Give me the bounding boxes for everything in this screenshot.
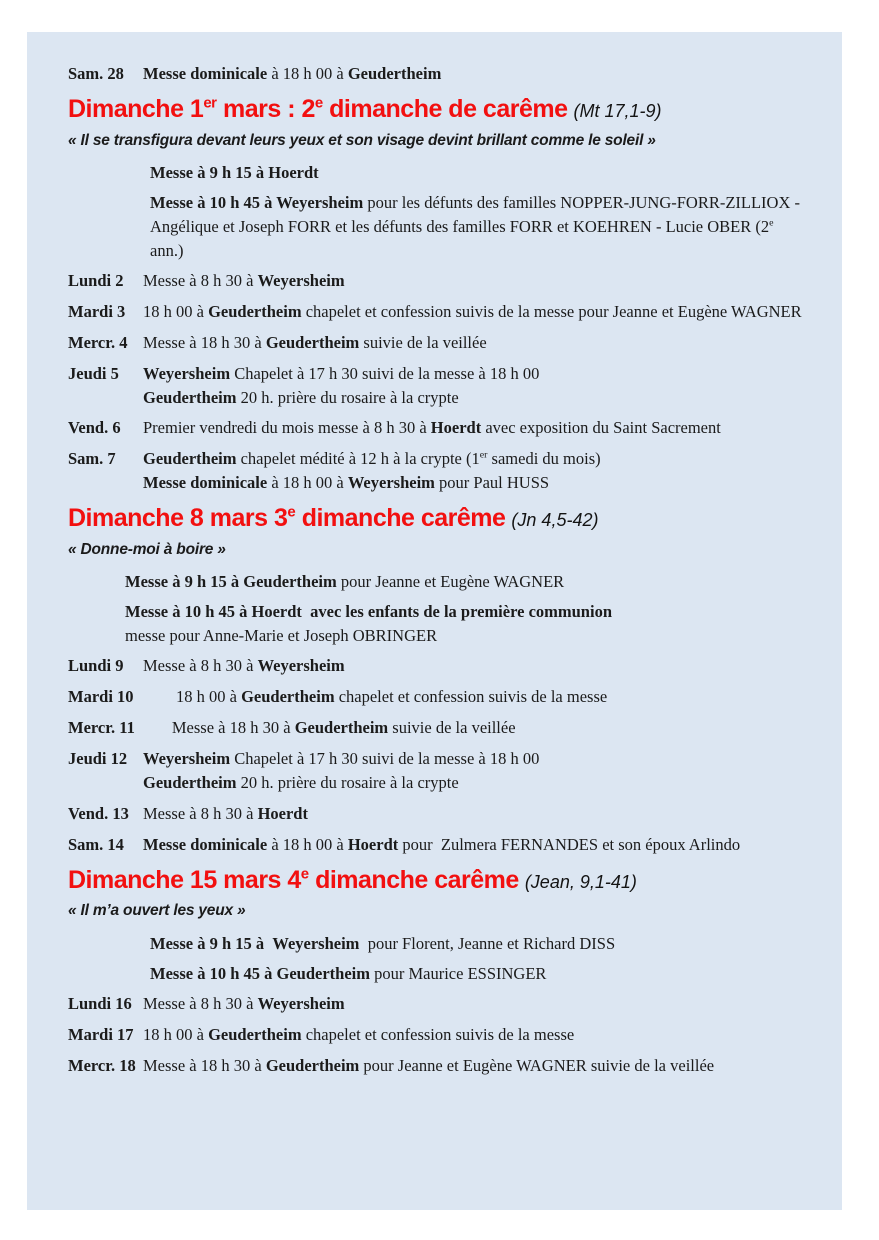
bold-text: Geudertheim — [265, 332, 360, 352]
schedule-line — [143, 62, 808, 86]
schedule-row — [68, 62, 808, 86]
text: pour Paul HUSS — [434, 473, 550, 493]
text: pour Jeanne et Eugène WAGNER — [336, 572, 565, 592]
text: dimanche de carême — [322, 94, 568, 123]
text: Dimanche 8 mars 3 — [68, 504, 288, 533]
schedule-line — [143, 716, 808, 740]
text: à 18 h 00 à — [267, 64, 348, 83]
schedule-row — [68, 654, 808, 678]
text: Messe à 8 h 30 à — [143, 803, 258, 823]
text: suivie de la veillée — [359, 332, 487, 352]
bold-text: Messe à 9 h 15 à Geudertheim — [125, 572, 337, 592]
schedule-line — [143, 300, 808, 324]
mass-line — [125, 600, 808, 624]
day-content — [143, 992, 808, 1016]
scripture-reference: (Jean, 9,1-41) — [524, 871, 637, 892]
schedule-line — [143, 471, 808, 495]
schedule-row — [68, 992, 808, 1016]
text: dimanche carême — [308, 865, 519, 894]
mass-entry — [125, 600, 808, 648]
schedule-row — [68, 300, 808, 324]
mass-line — [125, 624, 808, 648]
day-content — [143, 747, 808, 795]
mass-line — [150, 962, 808, 986]
text: à 18 h 00 à — [267, 834, 348, 854]
text: 18 h 00 à — [143, 687, 242, 707]
day-content — [143, 269, 808, 293]
schedule-line — [143, 416, 808, 440]
day-label: Sam. 28 — [68, 64, 124, 83]
text: Dimanche 1 — [68, 94, 204, 123]
day-content — [143, 1054, 808, 1078]
day-label: Sam. 14 — [68, 834, 124, 854]
bold-text: Messe à 9 h 15 à Weyersheim — [150, 933, 360, 953]
text: suivie de la veillée — [388, 718, 516, 738]
schedule-row — [68, 269, 808, 293]
text: 20 h. prière du rosaire à la crypte — [236, 772, 459, 792]
day-content — [143, 362, 808, 410]
text: chapelet et confession suivis de la messe — [301, 1024, 575, 1044]
schedule-row — [68, 447, 808, 495]
day-label: Lundi 16 — [68, 993, 132, 1013]
schedule-line — [143, 1023, 808, 1047]
mass-line — [150, 932, 808, 956]
day-content — [143, 654, 808, 678]
text: pour Zulmera FERNANDES et son époux Arlindo — [398, 834, 741, 854]
text: pour Maurice ESSINGER — [369, 963, 547, 983]
bulletin-panel — [27, 32, 842, 1210]
schedule-line — [143, 747, 808, 771]
day-label: Vend. 6 — [68, 418, 121, 438]
text: Messe à 18 h 30 à — [143, 718, 295, 738]
bold-text: Hoerdt — [257, 803, 308, 823]
schedule-line — [143, 833, 808, 857]
bold-text: Messe à 10 h 45 à Geudertheim — [150, 963, 370, 983]
schedule-row — [68, 685, 808, 709]
superscript: e — [287, 503, 296, 521]
heading-text — [68, 504, 505, 532]
text: 18 h 00 à — [143, 301, 209, 321]
mass-entry — [150, 962, 808, 986]
day-label: Lundi 9 — [68, 656, 124, 676]
day-content — [143, 62, 808, 86]
mass-entry — [125, 570, 808, 594]
day-content — [143, 416, 808, 440]
bold-text: Geudertheim — [347, 64, 442, 83]
mass-line — [150, 161, 808, 185]
bold-text: Weyersheim — [143, 363, 231, 383]
bold-text: Weyersheim — [257, 270, 345, 290]
superscript: e — [300, 865, 309, 883]
heading-text — [68, 95, 568, 123]
day-content — [143, 802, 808, 826]
bold-text: Geudertheim — [241, 687, 335, 707]
bold-text: Weyersheim — [257, 993, 345, 1013]
bold-text: Messe dominicale — [143, 473, 268, 493]
schedule-line — [143, 1054, 808, 1078]
bold-text: Geudertheim — [143, 772, 237, 792]
schedule-row — [68, 802, 808, 826]
gospel-quote: « Il se transfigura devant leurs yeux et son visage devint brillant comme le soleil » — [68, 131, 656, 149]
day-content — [143, 331, 808, 355]
day-label: Jeudi 12 — [68, 748, 128, 768]
text: chapelet médité à 12 h à la crypte (1 — [236, 449, 480, 469]
day-label: Vend. 13 — [68, 803, 129, 823]
text: Chapelet à 17 h 30 suivi de la messe à 18 h 00 — [230, 748, 540, 768]
schedule-line — [143, 269, 808, 293]
superscript: er — [203, 94, 217, 112]
schedule-line — [143, 447, 808, 471]
bold-text: Hoerdt — [430, 418, 482, 438]
day-label: Jeudi 5 — [68, 363, 119, 383]
bold-text: Geudertheim — [294, 718, 389, 738]
scripture-reference: (Jn 4,5-42) — [511, 510, 599, 531]
text: Messe à 18 h 30 à — [143, 332, 266, 352]
schedule-row — [68, 331, 808, 355]
bold-text: Geudertheim — [208, 301, 302, 321]
schedule-line — [143, 802, 808, 826]
superscript: e — [769, 217, 774, 229]
text: dimanche carême — [295, 504, 506, 533]
text: ann.) — [150, 240, 184, 260]
text: pour Florent, Jeanne et Richard DISS — [359, 933, 616, 953]
text: Messe à 8 h 30 à — [143, 270, 258, 290]
bold-text: Weyersheim — [257, 656, 345, 676]
text: Dimanche 15 mars 4 — [68, 865, 301, 894]
schedule-row — [68, 716, 808, 740]
bold-text: Weyersheim — [143, 748, 231, 768]
schedule-line — [143, 331, 808, 355]
schedule-line — [143, 771, 808, 795]
section-heading — [68, 504, 808, 533]
day-content — [143, 716, 808, 740]
bold-text: Messe dominicale — [143, 64, 268, 83]
text: Premier vendredi du mois messe à 8 h 30 à — [143, 418, 431, 438]
day-content — [143, 447, 808, 495]
bold-text: Hoerdt — [347, 834, 399, 854]
day-label: Lundi 2 — [68, 270, 124, 290]
day-label: Mercr. 11 — [68, 718, 135, 738]
schedule-rows-container — [68, 62, 808, 1077]
schedule-row — [68, 362, 808, 410]
day-content — [143, 300, 808, 324]
bold-text: Messe dominicale — [143, 834, 268, 854]
superscript: e — [314, 94, 323, 112]
day-label: Mardi 17 — [68, 1024, 134, 1044]
bold-text: Geudertheim — [208, 1024, 302, 1044]
schedule-row — [68, 747, 808, 795]
day-label: Mercr. 4 — [68, 332, 128, 352]
day-label: Mardi 3 — [68, 301, 126, 321]
schedule-line — [143, 386, 808, 410]
bold-text: Messe à 10 h 45 à Hoerdt avec les enfants de la première communion — [125, 602, 612, 622]
bold-text: Messe à 9 h 15 à Hoerdt — [150, 163, 319, 183]
heading-text — [68, 866, 519, 894]
mass-line — [125, 570, 808, 594]
text: 18 h 00 à — [143, 1024, 209, 1044]
text: Messe à 8 h 30 à — [143, 993, 258, 1013]
section-heading — [68, 866, 808, 895]
day-content — [143, 685, 808, 709]
day-label: Mardi 10 — [68, 687, 134, 707]
text: à 18 h 00 à — [267, 473, 348, 493]
gospel-quote: « Donne-moi à boire » — [68, 540, 226, 558]
bold-text: Geudertheim — [143, 449, 237, 469]
text: Messe à 8 h 30 à — [143, 656, 258, 676]
text: messe pour Anne-Marie et Joseph OBRINGER — [125, 626, 438, 646]
schedule-line — [143, 362, 808, 386]
schedule-line — [143, 992, 808, 1016]
mass-entry — [150, 191, 808, 263]
section-heading — [68, 95, 808, 124]
bold-text: Geudertheim — [143, 387, 237, 407]
day-label: Sam. 7 — [68, 449, 116, 469]
text: Chapelet à 17 h 30 suivi de la messe à 18 h 00 — [230, 363, 540, 383]
text: 20 h. prière du rosaire à la crypte — [236, 387, 459, 407]
day-content — [143, 833, 808, 857]
day-content — [143, 1023, 808, 1047]
text: samedi du mois) — [487, 449, 601, 469]
schedule-line — [143, 685, 808, 709]
schedule-row — [68, 833, 808, 857]
gospel-quote: « Il m’a ouvert les yeux » — [68, 902, 246, 920]
bold-text: Messe à 10 h 45 à Weyersheim — [150, 193, 364, 213]
text: pour les défunts des familles NOPPER-JUNG-FORR-ZILLIOX - Angélique et Joseph FORR et les défunts des familles FORR et KOEHREN - Lucie OBER (2 — [150, 193, 801, 236]
text: pour Jeanne et Eugène WAGNER suivie de la veillée — [359, 1055, 715, 1075]
schedule-row — [68, 1023, 808, 1047]
text: chapelet et confession suivis de la messe — [334, 687, 608, 707]
text: chapelet et confession suivis de la messe pour Jeanne et Eugène WAGNER — [301, 301, 802, 321]
mass-entry — [150, 932, 808, 956]
mass-entry — [150, 161, 808, 185]
scripture-reference: (Mt 17,1-9) — [573, 100, 662, 121]
schedule-line — [143, 654, 808, 678]
text: avec exposition du Saint Sacrement — [481, 418, 721, 438]
day-label: Mercr. 18 — [68, 1055, 136, 1075]
superscript: er — [479, 449, 488, 461]
bold-text: Weyersheim — [347, 473, 435, 493]
schedule-row — [68, 416, 808, 440]
text: Messe à 18 h 30 à — [143, 1055, 266, 1075]
mass-line — [150, 191, 808, 263]
text: mars : 2 — [216, 94, 315, 123]
schedule-row — [68, 1054, 808, 1078]
bold-text: Geudertheim — [265, 1055, 360, 1075]
